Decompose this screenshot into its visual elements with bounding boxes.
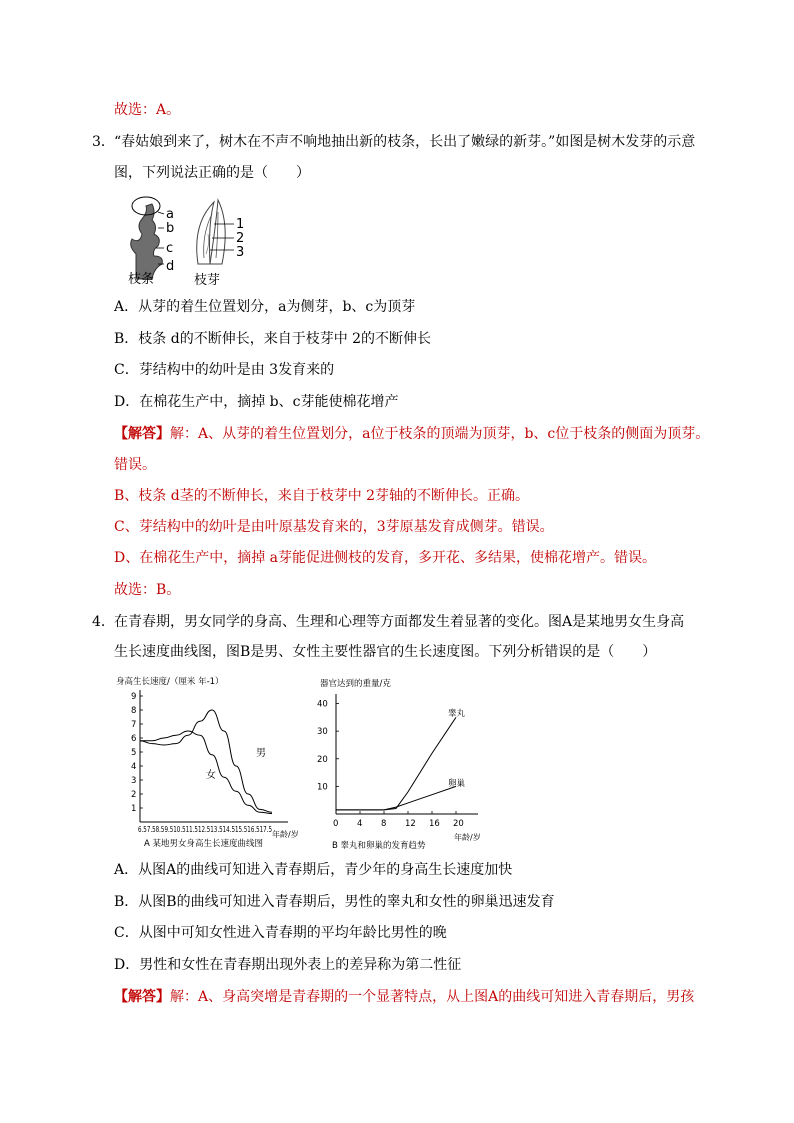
q4-option-b: B．从图B的曲线可知进入青春期后，男性的睾丸和女性的卵巢迅速发育 xyxy=(114,894,555,910)
chart-b-title: B 睾丸和卵巢的发育趋势 xyxy=(332,841,426,850)
q3-stem-line2: 图，下列说法正确的是（ ） xyxy=(114,165,310,181)
bud-label-2: 2 xyxy=(236,231,245,246)
chart-a-y-ticks xyxy=(131,692,143,814)
chart-a-y-tick-label: 2 xyxy=(131,790,137,800)
branch-drawing xyxy=(131,197,175,279)
chart-b-series-line-0 xyxy=(336,717,456,810)
q3-stem-line1: “春姑娘到来了，树木在不声不响地抽出新的枝条，长出了嫩绿的新芽。”如图是树木发芽的示意 xyxy=(114,134,696,150)
prev-answer: 故选：A。 xyxy=(114,102,181,118)
chart-b-lines xyxy=(336,717,456,810)
chart-a-y-tick-label: 1 xyxy=(131,804,137,814)
chart-b-x-tick-label: 20 xyxy=(453,819,464,829)
q3-number: 3． xyxy=(92,134,115,150)
chart-a-y-tick-label: 6 xyxy=(131,734,137,744)
branch-label-d: d xyxy=(166,259,175,274)
chart-a xyxy=(110,672,300,850)
q3-answer-tag: 【解答】 xyxy=(114,426,170,442)
bud-label-1: 1 xyxy=(236,217,245,232)
q3-answer-line5: D、在棉花生产中，摘掉 a芽能促进侧枝的发育，多开花、多结果，使棉花增产。错误。 xyxy=(114,550,657,566)
branch-label-b: b xyxy=(166,221,175,236)
chart-b-x-tick-label: 16 xyxy=(429,819,440,829)
branch-label-c: c xyxy=(166,241,174,256)
q3-answer-line3: B、枝条 d茎的不断伸长，来自于枝芽中 2芽轴的不断伸长。正确。 xyxy=(114,488,530,504)
q3-answer-line1 xyxy=(114,424,709,444)
q4-answer-line1 xyxy=(114,987,694,1007)
q3-option-b: B．枝条 d的不断伸长，来自于枝芽中 2的不断伸长 xyxy=(114,331,432,347)
chart-b-x-tick-label: 12 xyxy=(405,819,416,829)
q4-number: 4． xyxy=(92,614,115,630)
chart-a-y-tick-label: 3 xyxy=(131,776,137,786)
q4-option-c: C．从图中可知女性进入青春期的平均年龄比男性的晚 xyxy=(114,925,447,941)
q4-option-d: D．男性和女性在青春期出现外表上的差异称为第二性征 xyxy=(114,957,462,973)
chart-a-y-tick-label: 9 xyxy=(131,692,137,702)
q4-option-a: A．从图A的曲线可知进入青春期后，青少年的身高生长速度加快 xyxy=(114,862,513,878)
chart-a-series-line-0 xyxy=(140,710,272,812)
q4-answer-text1: 解：A、身高突增是青春期的一个显著特点，从上图A的曲线可知进入青春期后，男孩 xyxy=(170,989,695,1005)
bud-label-3: 3 xyxy=(236,245,245,260)
chart-b-ylabel: 器官达到的重量/克 xyxy=(320,679,391,689)
branch-caption: 枝条 xyxy=(128,272,155,286)
chart-b-series-line-1 xyxy=(336,786,456,809)
chart-a-x-tick-labels: 6.57.58.59.510.511.512.513.514.515.516.517.5 xyxy=(138,825,273,834)
chart-b-x-tick-label: 8 xyxy=(381,819,387,829)
chart-b-x-tick-label: 4 xyxy=(357,819,363,829)
chart-b-y-tick-label: 30 xyxy=(317,727,328,738)
q3-option-d: D．在棉花生产中，摘掉 b、c芽能使棉花增产 xyxy=(114,394,399,410)
chart-a-y-tick-label: 7 xyxy=(131,720,137,730)
chart-a-xlabel: 年龄/岁 xyxy=(272,830,299,839)
chart-b-series-testis-label: 睾丸 xyxy=(448,709,466,719)
chart-a-series-male-label: 男 xyxy=(256,748,266,759)
chart-a-ylabel: 身高生长速度/（厘米 年-1） xyxy=(116,677,224,687)
chart-b xyxy=(306,672,502,850)
q4-answer-tag: 【解答】 xyxy=(114,989,170,1005)
q3-answer-line4: C、芽结构中的幼叶是由叶原基发育来的，3芽原基发育成侧芽。错误。 xyxy=(114,519,554,535)
chart-b-y-tick-label: 20 xyxy=(317,754,328,765)
chart-b-y-tick-label: 40 xyxy=(317,699,328,710)
chart-a-y-tick-label: 5 xyxy=(131,748,137,758)
q3-figure xyxy=(118,194,258,286)
q3-answer-text1: 解：A、从芽的着生位置划分，a位于枝条的顶端为顶芽，b、c位于枝条的侧面为顶芽。 xyxy=(170,426,710,442)
q3-option-c: C．芽结构中的幼叶是由 3发育来的 xyxy=(114,362,335,378)
chart-b-y-tick-label: 10 xyxy=(317,782,328,793)
q3-option-a: A．从芽的着生位置划分，a为侧芽，b、c为顶芽 xyxy=(114,299,416,315)
chart-a-lines xyxy=(140,710,272,814)
q3-answer-line2: 错误。 xyxy=(114,457,156,473)
chart-b-series-ovary-label: 卵巢 xyxy=(448,779,466,789)
q4-stem-line1: 在青春期，男女同学的身高、生理和心理等方面都发生着显著的变化。图A是某地男女生身高 xyxy=(114,614,685,630)
chart-a-y-tick-label: 4 xyxy=(131,762,137,772)
branch-label-a: a xyxy=(166,207,174,222)
chart-b-xlabel: 年龄/岁 xyxy=(454,833,481,842)
q3-final-answer: 故选：B。 xyxy=(114,582,181,598)
chart-a-y-tick-label: 8 xyxy=(131,706,137,716)
bud-caption: 枝芽 xyxy=(194,273,221,286)
q4-stem-line2: 生长速度曲线图，图B是男、女性主要性器官的生长速度图。下列分析错误的是（ ） xyxy=(114,644,657,660)
chart-a-series-female-label: 女 xyxy=(206,770,216,781)
bud-drawing xyxy=(197,200,245,264)
chart-b-x-tick-label: 0 xyxy=(333,819,339,829)
chart-a-title: A 某地男女身高生长速度曲线图 xyxy=(144,839,264,849)
